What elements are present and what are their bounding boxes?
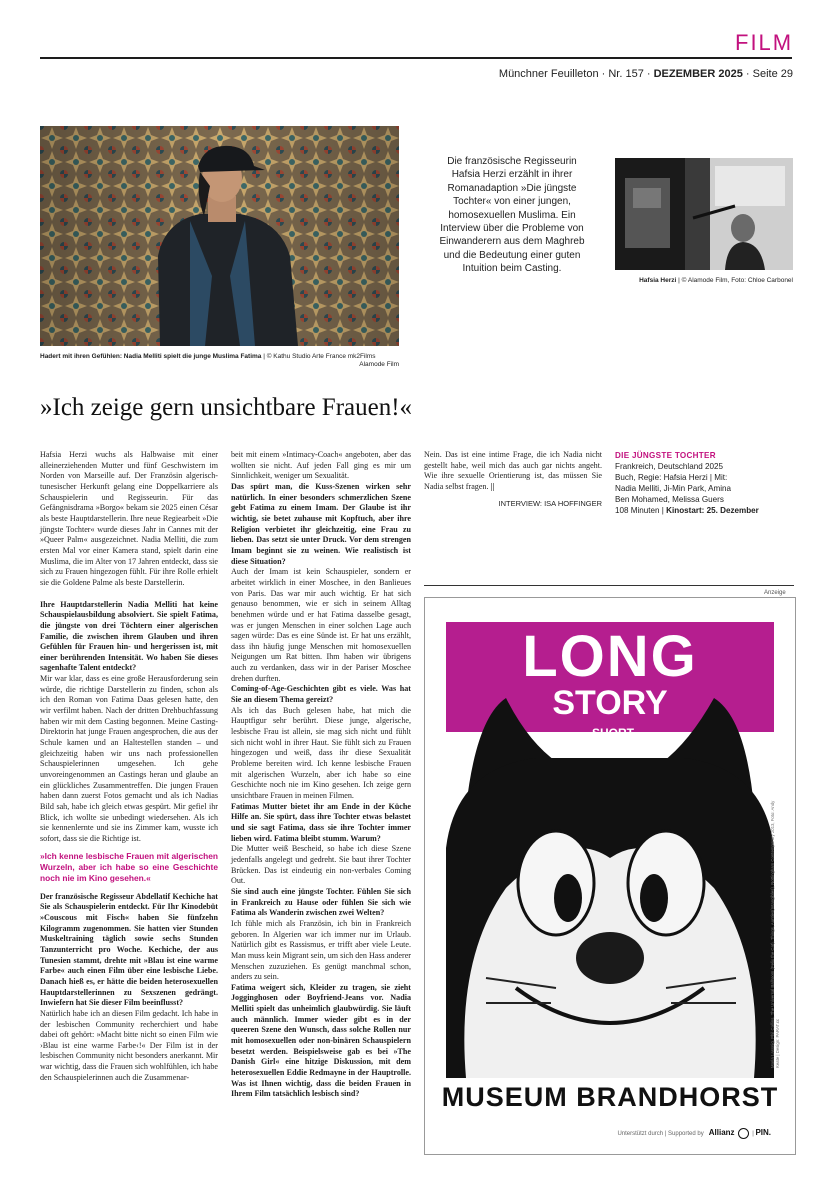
ad-story-text: STORY [552,684,668,722]
advertisement-museum-brandhorst[interactable] [424,597,796,1155]
section-tag: FILM [735,30,794,55]
felix-cat-illustration [446,658,774,1078]
ad-short-text: SHORT [592,726,634,740]
photo-right-caption-credit: | © Alamode Film, Foto: Chloe Carbonel [676,277,793,284]
infobox-line-4: Ben Mohamed, Melissa Guers [615,495,724,504]
headline: »Ich zeige gern unsichtbare Frauen!« [40,394,413,421]
byline: INTERVIEW: ISA HOFFINGER [498,498,602,508]
infobox-release: Kinostart: 25. Dezember [666,506,759,515]
photo-nadia-melliti [40,126,399,346]
folio-month: DEZEMBER 2025 [653,68,743,80]
infobox-title: DIE JÜNGSTE TOCHTER [615,451,716,460]
photo-left-caption-bold: Hadert mit ihren Gefühlen: Nadia Melliti spielt die junge Muslima Fatima [40,353,262,360]
question-1: Ihre Hauptdarstellerin Nadia Melliti hat keine Schauspielausbildung absolviert. Sie spielt Fatima, die jüngste von drei Töchtern einer algerischen Familie, die zwischen ihrem Glauben und ihren Gefühlen für Frauen hin- und hergerissen ist, mit einer berührenden Intensität. Wo haben Sie dieses sagenhafte Talent entdeckt? [40,599,218,673]
ad-label: Anzeige [764,590,786,596]
answer-7 [424,450,602,493]
ad-sponsor-pin: PIN. [755,1128,771,1138]
answer-6: Ich fühle mich als Französin, ich bin in Frankreich geboren. In Algerien war ich immer nur im Urlaub. Natürlich gibt es Rassismus, er trifft aber viele Leute. Man muss kein Migrant sein, um sich den Hass anderer Menschen zuzuziehen. Es genügt manchmal schon, anders zu sein. [231,918,411,982]
answer-7-text: Nein. Das ist eine intime Frage, die ich Nadia nicht gestellt habe, weil mich das auch gar nichts angeht. Wie ihre sexuelle Orientierung ist, das müssen Sie Nadia selbst fragen. [424,450,602,491]
question-2: Der französische Regisseur Abdellatif Kechiche hat Sie als Schauspielerin entdeckt. Für Ihr Kinodebüt »Couscous mit Fisch« haben Sie fünfzehn Kilogramm zugenommen. Sie hatten vier Stunden Muskeltraining täglich sowie sechs Stunden Tanzunterricht pro Woche. Kechiche, der aus Tunesien stammt, drehte mit »Blau ist eine warme Farbe« auch einen Film über eine lesbische Liebe. Danach hieß es, er hätte die beiden heterosexuellen Hauptdarstellerinnen zu Sexszenen gedrängt. Inwiefern hat Sie dieser Film beeinflusst? [40,891,218,1008]
lead-paragraph: Hafsia Herzi wuchs als Halbwaise mit einer alleinerziehenden Mutter und fünf Geschwistern im Norden von Marseille auf. Der Französin algerisch-tunesischer Herkunft gelang eine Doppelkarriere als Schauspielerin und Regisseurin. Für das Gefängnisdrama »Borgo« bekam sie 2025 einen César als beste Hauptdarstellerin. Ihre neue Regiearbeit »Die jüngste Tochter« wurde dieses Jahr in Cannes mit der »Queer Palm« ausgezeichnet. Nadia Melliti, die zum ersten Mal vor einer Kamera stand, spielt darin eine Muslima, die im Alter von 17 Jahren entdeckt, dass sie sich zu Frauen hingezogen fühlt. Für ihre Rolle erhielt sie die Goldene Palme als beste Darstellerin. [40,450,218,587]
infobox-line-1: Frankreich, Deutschland 2025 [615,462,723,471]
ad-long-text: LONG [522,624,698,689]
answer-3: Auch der Imam ist kein Schauspieler, sondern er arbeitet wirklich in einer Moschee, in den Banlieues von Paris. Das war mir auch wichtig. Er hat sich genauso benommen, wie er sich in seinem Alltag benehmen würde und er hat Fatima dasselbe gesagt, was er jungen Menschen in einer solchen Lage auch sagen würde: Das es eine Sünde ist. Er hat uns erzählt, dass ihn häufig junge Menschen mit homosexuellen Neigungen um Rat bitten. Ihm haben wir übrigens auch zu verdanken, dass wir in der Pariser Moschee drehen durften. [231,567,411,683]
folio [499,68,793,80]
infobox-line-2: Buch, Regie: Hafsia Herzi | Mit: [615,473,728,482]
ad-sponsor-allianz: Allianz [708,1128,735,1138]
photo-right-caption [615,277,793,285]
photo-hafsia-herzi [615,158,793,270]
ad-vertical-credit: Maria Lassnig, Phil Collins, The Universal Ballroom (Felix the Cat), Things, Aunties(Intangibles), Nottingham Contemporary 2013, Foto: Andy Keate | Design: PARAT.cc [770,800,780,1068]
folio-suffix: · Seite 29 [742,68,793,80]
film-infobox [615,450,795,516]
answer-2: Natürlich habe ich an diesen Film gedacht. Ich habe in der lesbischen Community recherchiert und habe dabei oft gehört: »Macht bitte nicht so einen Film wie ›Blau ist eine warme Farbe‹!« Der Film ist in der lesbischen Community nicht besonders anerkannt. Mir war wichtig, dass die Frauen sich wohlfühlen, ich habe den Schauspielerinnen auch die Zusammenar- [40,1008,219,1082]
infobox-line-3: Nadia Melliti, Ji-Min Park, Amina [615,484,732,493]
question-7: Fatima weigert sich, Kleider zu tragen, sie zieht Jogginghosen oder Boyfriend-Jeans vor. Nadia Melliti spielt das unheimlich glaubwürdig. Sie läuft auch männlich. Immer wieder gibt es in der queeren Szene den Wunsch, dass solche Rollen nur mit homosexuellen oder non-binären Schauspielern besetzt werden. Beispielsweise gab es bei »The Danish Girl« eine hitzige Diskussion, mit dem heterosexuellen Eddie Redmayne in der Hauptrolle. Was ist Ihnen wichtig, dass die beiden Frauen in Ihrem Film tatsächlich lesbisch sind? [231,982,411,1099]
ad-rule [424,585,794,586]
bw-photo-illustration [615,158,793,270]
article-column-2 [231,450,411,1100]
answer-1: Mir war klar, dass es eine große Herausforderung sein würde, die richtige Darstellerin zu finden, schon als ich den Roman von Fatima Daas gelesen hatte, den wir verfilmt haben. Nach der dritten Drehbuchfassung haben wir mit dem Casting begonnen. Meine Casting-Direktorin hat junge Frauen angesprochen, die aus der Schule kamen und an Haltestellen standen – und gleichzeitig haben wir uns nach professionellen Schauspielerinnen umgesehen. Ich gehe unvoreingenommen an Castings heran und glaube an ein glückliches Zusammentreffen. Die jungen Frauen haben dann zuerst Fotos gemacht und als ich Nadias Bild sah, habe ich gleich etwas gespürt. Mir gefiel ihr Blick, ich wollte sie unbedingt wiedersehen. Als ich sie kennenlernte und sie ins Zimmer kam, wusste ich sofort, dass sie die Richtige ist. [40,674,218,843]
allianz-logo-icon [738,1128,749,1139]
top-rule [40,57,792,59]
folio-prefix: Münchner Feuilleton · Nr. 157 · [498,68,654,80]
pull-quote: »Ich kenne lesbische Frauen mit algerischen Wurzeln, aber ich habe so eine Geschichte noch nie im Kino gesehen.« [40,850,218,883]
ad-museum-name: MUSEUM BRANDHORST [441,1082,779,1112]
question-6: Sie sind auch eine jüngste Tochter. Fühlen Sie sich in Frankreich zu Hause oder fühlen Sie sich wie Fatima als Wanderin zwischen zwei Welten? [231,886,411,918]
ad-sponsor-line: Unterstützt durch | Supported by Allianz | PIN. [617,1128,771,1138]
answer-4: Als ich das Buch gelesen habe, hat mich die Hauptfigur sehr berührt. Diese junge, algerische, lesbische Frau ist allein, sie mag sich nicht und fühlt sich nicht wohl in ihrer Haut. Sie fühlt sich zu Frauen hingezogen und weiß, dass ihr diese Sexualität Probleme bereiten wird. Ich kenne lesbische Frauen mit algerischen Wurzeln, aber ich habe so eine Geschichte noch nie im Kino gesehen. Ich zeige gern unsichtbare Frauen in meinen Filmen. [231,705,411,800]
ad-sponsor-prefix: Unterstützt durch | Supported by [617,1131,704,1138]
intro-teaser: Die französische Regisseurin Hafsia Herzi erzählt in ihrer Romanadaption »Die jüngste Tochter« von einer jungen, homosexuellen Muslima. Ein Interview über die Probleme von Einwanderern aus dem Maghreb und die Bedeutung einer guten Intuition beim Casting. [439,156,585,275]
article-column-3 [424,450,602,509]
photo-right-caption-bold: Hafsia Herzi [639,277,677,284]
mosaic-photo-illustration [40,126,399,346]
article-column-1 [40,450,218,1083]
answer-5: Die Mutter weiß Bescheid, so habe ich diese Szene jedenfalls angelegt und gedreht. Sie baut ihrer Tochter Brücken. Das ist eindeutig ein non-verbales Coming Out. [231,844,411,886]
question-5: Fatimas Mutter bietet ihr am Ende in der Küche Hilfe an. Sie spürt, dass ihre Tochter etwas belastet und sie sagt Fatima, dass sie ihre Tochter immer lieben wird. Fatima bleibt stumm. Warum? [231,801,411,843]
question-4: Coming-of-Age-Geschichten gibt es viele. Was hat Sie an diesem Thema gereizt? [231,684,411,705]
photo-left-caption-credit: | © Kathu Studio Arte France mk2Films [261,353,376,360]
question-3: Das spürt man, die Kuss-Szenen wirken sehr natürlich. In einer besonders schmerzlichen Szene gebt Fatima zu einem Imam. Der Glaube ist ihr wichtig, sie betet zuhause mit Kopftuch, aber ihre Religion verbietet ihr gleichzeitig, eine Frau zu lieben. Das setzt sie unter Druck. Vor dem strengen Imam beginnt sie zu weinen. Wie realistisch ist diese Situation? [231,481,411,566]
end-mark: || [490,481,495,491]
infobox-line-5 [615,505,795,516]
infobox-runtime: 108 Minuten | [615,506,667,515]
photo-left-caption-credit2: Alamode Film [359,361,399,368]
photo-left-caption [40,353,399,369]
answer-2-continued: beit mit einem »Intimacy-Coach« angeboten, aber das wollten sie nicht. Auf jeden Fall ging es mir um Sinnlichkeit, weniger um Sexualität. [231,450,411,481]
